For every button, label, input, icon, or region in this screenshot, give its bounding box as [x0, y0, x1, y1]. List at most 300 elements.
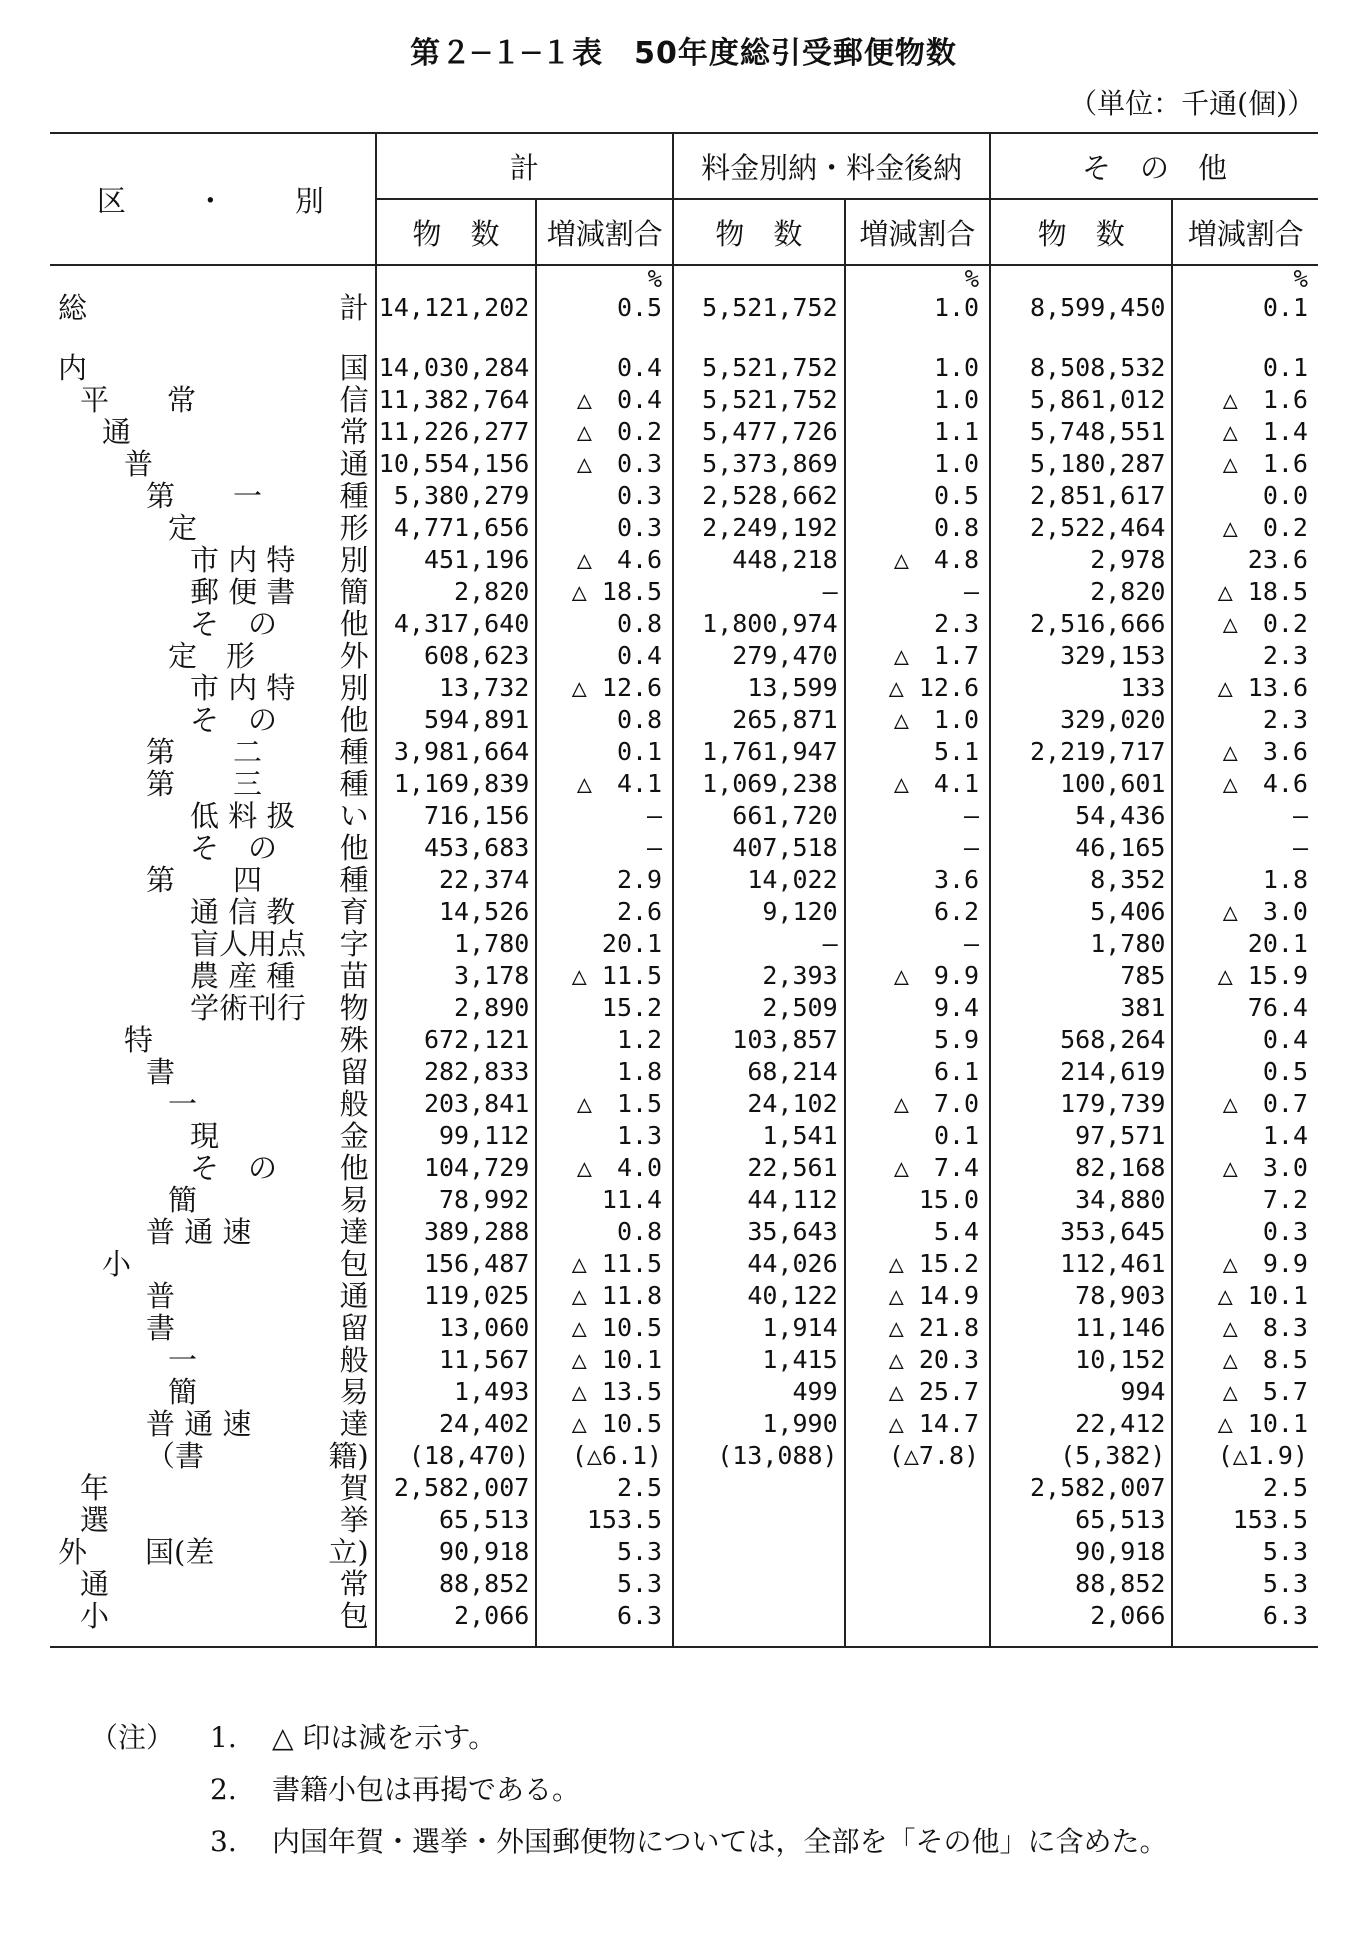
row-label — [50, 1536, 376, 1568]
row-label-left: 市 内 特 — [190, 543, 296, 577]
total-rate-cell: △ 0.2 — [536, 416, 673, 448]
table-row — [50, 1568, 1318, 1600]
other-rate-cell: 5.3 — [1172, 1536, 1318, 1568]
row-label-right: 信 — [339, 383, 369, 417]
total-count-cell: 119,025 — [376, 1280, 537, 1312]
bulk-count-cell: 5,521,752 — [673, 292, 845, 324]
other-rate-cell: 0.0 — [1172, 480, 1318, 512]
table-row — [50, 1312, 1318, 1344]
other-rate-cell: △ 3.0 — [1172, 1152, 1318, 1184]
total-rate-cell: 2.5 — [536, 1472, 673, 1504]
bulk-count-cell: 661,720 — [673, 800, 845, 832]
other-rate-cell: — — [1172, 832, 1318, 864]
other-rate-cell: 2.3 — [1172, 640, 1318, 672]
bulk-rate-cell: 2.3 — [845, 608, 990, 640]
row-label-right: い — [339, 799, 369, 833]
other-count-cell: 214,619 — [990, 1056, 1172, 1088]
table-row — [50, 960, 1318, 992]
row-label-left: 簡 — [168, 1375, 198, 1409]
row-label-left: 農 産 種 — [190, 959, 296, 993]
bulk-rate-cell: △ 25.7 — [845, 1376, 990, 1408]
other-count-cell: 5,861,012 — [990, 384, 1172, 416]
total-count-cell: (18,470) — [376, 1440, 537, 1472]
table-row — [50, 384, 1318, 416]
row-label-right: 達 — [339, 1407, 369, 1441]
bulk-rate-cell — [845, 1600, 990, 1647]
total-count-cell: 594,891 — [376, 704, 537, 736]
other-rate-cell: △ 0.7 — [1172, 1088, 1318, 1120]
spacer-row — [50, 324, 1318, 352]
percent-mark: % — [1172, 265, 1318, 292]
total-count-cell: 24,402 — [376, 1408, 537, 1440]
row-label — [50, 1056, 376, 1088]
bulk-count-cell: 1,069,238 — [673, 768, 845, 800]
bulk-rate-cell: 6.1 — [845, 1056, 990, 1088]
total-rate-cell: △ 11.5 — [536, 960, 673, 992]
table-row — [50, 1504, 1318, 1536]
row-label-right: 易 — [339, 1375, 369, 1409]
note-text: △ 印は減を示す。 — [272, 1721, 497, 1754]
bulk-count-cell: 5,477,726 — [673, 416, 845, 448]
other-count-cell: 90,918 — [990, 1536, 1172, 1568]
other-count-cell: 5,180,287 — [990, 448, 1172, 480]
bulk-rate-cell: △ 1.0 — [845, 704, 990, 736]
bulk-count-cell: 1,541 — [673, 1120, 845, 1152]
other-rate-cell: △ 15.9 — [1172, 960, 1318, 992]
bulk-rate-cell: △ 12.6 — [845, 672, 990, 704]
row-label-left: 郵 便 書 — [190, 575, 296, 609]
row-label — [50, 480, 376, 512]
row-label — [50, 1504, 376, 1536]
total-rate-cell: — — [536, 832, 673, 864]
row-label-right: 種 — [339, 767, 369, 801]
row-label — [50, 1088, 376, 1120]
total-rate-cell: △ 13.5 — [536, 1376, 673, 1408]
row-label-left: そ の — [190, 1151, 278, 1185]
row-label-right: 形 — [339, 511, 369, 545]
header-group-bulk: 料金別納・料金後納 — [673, 133, 990, 199]
bulk-count-cell: 35,643 — [673, 1216, 845, 1248]
total-count-cell: 10,554,156 — [376, 448, 537, 480]
row-label-left: 総 — [58, 291, 88, 325]
row-label-left: 外 国(差 — [58, 1535, 215, 1569]
row-label-right: 通 — [339, 447, 369, 481]
table-row — [50, 1408, 1318, 1440]
table-row — [50, 832, 1318, 864]
row-label — [50, 1408, 376, 1440]
total-count-cell: 13,732 — [376, 672, 537, 704]
other-count-cell: 2,522,464 — [990, 512, 1172, 544]
row-label-right: 常 — [339, 415, 369, 449]
total-count-cell: 1,780 — [376, 928, 537, 960]
total-count-cell: 11,226,277 — [376, 416, 537, 448]
total-count-cell: 13,060 — [376, 1312, 537, 1344]
table-row — [50, 544, 1318, 576]
row-label — [50, 704, 376, 736]
bulk-rate-cell: — — [845, 928, 990, 960]
note-text: 書籍小包は再掲である。 — [272, 1773, 581, 1806]
row-label — [50, 448, 376, 480]
bulk-count-cell — [673, 1536, 845, 1568]
table-row — [50, 1056, 1318, 1088]
row-label — [50, 1440, 376, 1472]
row-label-left: 一 — [168, 1343, 198, 1377]
table-row — [50, 1472, 1318, 1504]
bulk-count-cell: 40,122 — [673, 1280, 845, 1312]
other-count-cell: 5,406 — [990, 896, 1172, 928]
percent-row — [50, 265, 1318, 292]
table-row — [50, 672, 1318, 704]
other-count-cell: 2,219,717 — [990, 736, 1172, 768]
row-label-right: 国 — [339, 351, 369, 385]
total-count-cell: 11,567 — [376, 1344, 537, 1376]
other-rate-cell: △ 1.6 — [1172, 448, 1318, 480]
table-row — [50, 480, 1318, 512]
total-rate-cell: △ 10.5 — [536, 1312, 673, 1344]
row-label-right: 留 — [339, 1055, 369, 1089]
row-label-left: 低 料 扱 — [190, 799, 296, 833]
note-number: 3. — [210, 1825, 237, 1858]
bulk-rate-cell: 5.4 — [845, 1216, 990, 1248]
bulk-count-cell: 1,800,974 — [673, 608, 845, 640]
total-rate-cell: — — [536, 800, 673, 832]
total-count-cell: 451,196 — [376, 544, 537, 576]
row-label-left: 平 常 — [80, 383, 197, 417]
row-label-right: 般 — [339, 1087, 369, 1121]
total-count-cell: 2,890 — [376, 992, 537, 1024]
row-label — [50, 608, 376, 640]
total-count-cell: 104,729 — [376, 1152, 537, 1184]
total-count-cell: 3,981,664 — [376, 736, 537, 768]
bulk-rate-cell: 1.1 — [845, 416, 990, 448]
other-rate-cell: 20.1 — [1172, 928, 1318, 960]
total-rate-cell: △ 12.6 — [536, 672, 673, 704]
row-label-right: 簡 — [339, 575, 369, 609]
bulk-rate-cell: 5.9 — [845, 1024, 990, 1056]
header-group-other: そ の 他 — [990, 133, 1318, 199]
other-count-cell: 8,508,532 — [990, 352, 1172, 384]
table-row — [50, 1248, 1318, 1280]
table-row — [50, 576, 1318, 608]
table-row — [50, 640, 1318, 672]
bulk-rate-cell: — — [845, 832, 990, 864]
other-count-cell: 8,352 — [990, 864, 1172, 896]
bulk-count-cell: 499 — [673, 1376, 845, 1408]
row-label — [50, 832, 376, 864]
row-label-right: 字 — [339, 927, 369, 961]
other-count-cell: 82,168 — [990, 1152, 1172, 1184]
total-count-cell: 78,992 — [376, 1184, 537, 1216]
row-label-right: 立) — [328, 1535, 369, 1569]
row-label-left: 第 三 — [146, 767, 263, 801]
row-label — [50, 992, 376, 1024]
bulk-count-cell: 22,561 — [673, 1152, 845, 1184]
bulk-count-cell: 5,521,752 — [673, 352, 845, 384]
total-count-cell: 203,841 — [376, 1088, 537, 1120]
bulk-rate-cell: △ 9.9 — [845, 960, 990, 992]
other-count-cell: 34,880 — [990, 1184, 1172, 1216]
table-row — [50, 1152, 1318, 1184]
table-row — [50, 736, 1318, 768]
total-rate-cell: 2.9 — [536, 864, 673, 896]
row-label-left: 普 — [124, 447, 154, 481]
total-rate-cell: △ 11.5 — [536, 1248, 673, 1280]
other-rate-cell: △ 10.1 — [1172, 1408, 1318, 1440]
note-text: 内国年賀・選挙・外国郵便物については，全部を「その他」に含めた。 — [272, 1825, 1168, 1858]
header-count: 物 数 — [990, 199, 1172, 265]
row-label-right: 種 — [339, 863, 369, 897]
total-count-cell: 90,918 — [376, 1536, 537, 1568]
row-label-right: 留 — [339, 1311, 369, 1345]
other-count-cell: 46,165 — [990, 832, 1172, 864]
bulk-rate-cell: 0.8 — [845, 512, 990, 544]
other-rate-cell: △ 4.6 — [1172, 768, 1318, 800]
other-rate-cell: △ 1.6 — [1172, 384, 1318, 416]
other-rate-cell: 1.8 — [1172, 864, 1318, 896]
total-count-cell: 4,771,656 — [376, 512, 537, 544]
total-count-cell: 14,121,202 — [376, 292, 537, 324]
total-rate-cell: △ 4.6 — [536, 544, 673, 576]
header-rate: 増減割合 — [845, 199, 990, 265]
other-count-cell: 11,146 — [990, 1312, 1172, 1344]
other-count-cell: 133 — [990, 672, 1172, 704]
other-rate-cell: 76.4 — [1172, 992, 1318, 1024]
other-rate-cell: △ 18.5 — [1172, 576, 1318, 608]
row-label-right: 般 — [339, 1343, 369, 1377]
row-label — [50, 1184, 376, 1216]
notes — [90, 1712, 1167, 1868]
total-count-cell: 608,623 — [376, 640, 537, 672]
other-count-cell: 2,582,007 — [990, 1472, 1172, 1504]
total-count-cell: 1,493 — [376, 1376, 537, 1408]
bulk-count-cell: 448,218 — [673, 544, 845, 576]
row-label — [50, 800, 376, 832]
row-label-left: 書 — [146, 1311, 176, 1345]
table-row — [50, 352, 1318, 384]
other-count-cell: 179,739 — [990, 1088, 1172, 1120]
total-rate-cell: △ 0.4 — [536, 384, 673, 416]
row-label — [50, 1600, 376, 1647]
other-rate-cell: △ 8.3 — [1172, 1312, 1318, 1344]
table-row — [50, 512, 1318, 544]
total-rate-cell: 0.4 — [536, 640, 673, 672]
other-count-cell: (5,382) — [990, 1440, 1172, 1472]
other-rate-cell: △ 1.4 — [1172, 416, 1318, 448]
row-label-left: 通 信 教 — [190, 895, 296, 929]
bulk-rate-cell: 1.0 — [845, 448, 990, 480]
bulk-count-cell — [673, 1600, 845, 1647]
total-rate-cell: 0.5 — [536, 292, 673, 324]
other-count-cell: 54,436 — [990, 800, 1172, 832]
total-count-cell: 14,526 — [376, 896, 537, 928]
row-label-right: 挙 — [339, 1503, 369, 1537]
row-label-right: 包 — [339, 1599, 369, 1633]
statistics-table — [50, 132, 1318, 1648]
other-count-cell: 97,571 — [990, 1120, 1172, 1152]
bulk-count-cell: 1,415 — [673, 1344, 845, 1376]
row-label-right: 別 — [339, 671, 369, 705]
other-count-cell: 65,513 — [990, 1504, 1172, 1536]
row-label-right: 種 — [339, 735, 369, 769]
table-row — [50, 1344, 1318, 1376]
total-rate-cell: 5.3 — [536, 1568, 673, 1600]
bulk-rate-cell: — — [845, 576, 990, 608]
total-rate-cell: 2.6 — [536, 896, 673, 928]
row-label — [50, 416, 376, 448]
row-label-left: （書 — [146, 1439, 205, 1473]
other-rate-cell: 153.5 — [1172, 1504, 1318, 1536]
bulk-count-cell: 44,026 — [673, 1248, 845, 1280]
total-count-cell: 11,382,764 — [376, 384, 537, 416]
bulk-rate-cell: 5.1 — [845, 736, 990, 768]
bulk-count-cell: 24,102 — [673, 1088, 845, 1120]
row-label-left: 定 — [168, 511, 198, 545]
bulk-count-cell: 5,521,752 — [673, 384, 845, 416]
note-number: 1. — [210, 1721, 237, 1754]
row-label — [50, 768, 376, 800]
row-label-left: 通 — [102, 415, 132, 449]
row-label-left: 書 — [146, 1055, 176, 1089]
other-count-cell: 2,978 — [990, 544, 1172, 576]
other-count-cell: 88,852 — [990, 1568, 1172, 1600]
other-count-cell: 78,903 — [990, 1280, 1172, 1312]
bulk-rate-cell: 0.5 — [845, 480, 990, 512]
other-count-cell: 112,461 — [990, 1248, 1172, 1280]
row-label-left: 普 通 速 — [146, 1407, 252, 1441]
table-row — [50, 1376, 1318, 1408]
table-row — [50, 704, 1318, 736]
row-label-left: 定 形 — [168, 639, 256, 673]
bulk-count-cell — [673, 1568, 845, 1600]
total-rate-cell: 5.3 — [536, 1536, 673, 1568]
bulk-rate-cell: △ 7.0 — [845, 1088, 990, 1120]
row-label-left: そ の — [190, 703, 278, 737]
total-rate-cell: 1.2 — [536, 1024, 673, 1056]
table-row — [50, 1440, 1318, 1472]
total-rate-cell: △ 18.5 — [536, 576, 673, 608]
total-rate-cell: (△6.1) — [536, 1440, 673, 1472]
bulk-rate-cell: △ 4.8 — [845, 544, 990, 576]
other-rate-cell: 1.4 — [1172, 1120, 1318, 1152]
total-rate-cell: △ 1.5 — [536, 1088, 673, 1120]
bulk-rate-cell: △ 14.9 — [845, 1280, 990, 1312]
table-row — [50, 1024, 1318, 1056]
row-label — [50, 1120, 376, 1152]
table-row — [50, 292, 1318, 324]
bulk-count-cell: 265,871 — [673, 704, 845, 736]
table-row — [50, 992, 1318, 1024]
other-count-cell: 100,601 — [990, 768, 1172, 800]
total-rate-cell: 0.8 — [536, 1216, 673, 1248]
total-count-cell: 389,288 — [376, 1216, 537, 1248]
other-count-cell: 2,066 — [990, 1600, 1172, 1647]
table-row — [50, 1216, 1318, 1248]
bulk-count-cell: 9,120 — [673, 896, 845, 928]
row-label — [50, 1472, 376, 1504]
row-label — [50, 1280, 376, 1312]
header-group-total: 計 — [376, 133, 673, 199]
row-label-right: 外 — [339, 639, 369, 673]
other-rate-cell: △ 10.1 — [1172, 1280, 1318, 1312]
total-rate-cell: 15.2 — [536, 992, 673, 1024]
other-rate-cell: △ 0.2 — [1172, 608, 1318, 640]
row-label-right: 賀 — [339, 1471, 369, 1505]
row-label-left: 選 — [80, 1503, 110, 1537]
other-rate-cell: △ 3.0 — [1172, 896, 1318, 928]
row-label-left: 一 — [168, 1087, 198, 1121]
bulk-rate-cell: △ 1.7 — [845, 640, 990, 672]
other-count-cell: 2,820 — [990, 576, 1172, 608]
table-row — [50, 896, 1318, 928]
other-rate-cell: △ 5.7 — [1172, 1376, 1318, 1408]
row-label-right: 殊 — [339, 1023, 369, 1057]
total-count-cell: 2,066 — [376, 1600, 537, 1647]
row-label-right: 通 — [339, 1279, 369, 1313]
bulk-count-cell: 2,509 — [673, 992, 845, 1024]
row-label — [50, 352, 376, 384]
bulk-count-cell — [673, 1472, 845, 1504]
table-row — [50, 608, 1318, 640]
row-label — [50, 1568, 376, 1600]
other-count-cell: 329,153 — [990, 640, 1172, 672]
total-rate-cell: 11.4 — [536, 1184, 673, 1216]
bulk-rate-cell: (△7.8) — [845, 1440, 990, 1472]
other-count-cell: 994 — [990, 1376, 1172, 1408]
other-rate-cell: 6.3 — [1172, 1600, 1318, 1647]
total-rate-cell: 0.3 — [536, 480, 673, 512]
row-label — [50, 960, 376, 992]
row-label-right: 別 — [339, 543, 369, 577]
bulk-rate-cell — [845, 1504, 990, 1536]
total-count-cell: 1,169,839 — [376, 768, 537, 800]
table-row — [50, 1184, 1318, 1216]
bulk-count-cell: 14,022 — [673, 864, 845, 896]
other-count-cell: 381 — [990, 992, 1172, 1024]
other-rate-cell: 0.4 — [1172, 1024, 1318, 1056]
total-rate-cell: 0.3 — [536, 512, 673, 544]
page-title: 第２─１─１表 50年度総引受郵便物数 — [410, 36, 957, 71]
row-label-left: 小 — [80, 1599, 110, 1633]
row-label-right: 種 — [339, 479, 369, 513]
other-count-cell: 2,516,666 — [990, 608, 1172, 640]
row-label-left: 第 一 — [146, 479, 263, 513]
row-label-left: 普 — [146, 1279, 176, 1313]
row-label-left: 通 — [80, 1567, 110, 1601]
total-rate-cell: △ 10.5 — [536, 1408, 673, 1440]
other-rate-cell: 23.6 — [1172, 544, 1318, 576]
row-label-right: 金 — [339, 1119, 369, 1153]
bulk-rate-cell — [845, 1472, 990, 1504]
table-row — [50, 416, 1318, 448]
header-rate: 増減割合 — [1172, 199, 1318, 265]
total-rate-cell: 20.1 — [536, 928, 673, 960]
total-rate-cell: 0.1 — [536, 736, 673, 768]
total-rate-cell: △ 4.1 — [536, 768, 673, 800]
bulk-count-cell: 13,599 — [673, 672, 845, 704]
other-count-cell: 353,645 — [990, 1216, 1172, 1248]
bulk-count-cell: 2,393 — [673, 960, 845, 992]
bulk-count-cell: — — [673, 576, 845, 608]
bulk-count-cell: 2,528,662 — [673, 480, 845, 512]
row-label-right: 他 — [339, 831, 369, 865]
total-count-cell: 99,112 — [376, 1120, 537, 1152]
bulk-count-cell: 103,857 — [673, 1024, 845, 1056]
total-count-cell: 22,374 — [376, 864, 537, 896]
row-label-left: 学術刊行 — [190, 991, 307, 1025]
bulk-rate-cell: 1.0 — [845, 292, 990, 324]
row-label-right: 育 — [339, 895, 369, 929]
row-label — [50, 1312, 376, 1344]
